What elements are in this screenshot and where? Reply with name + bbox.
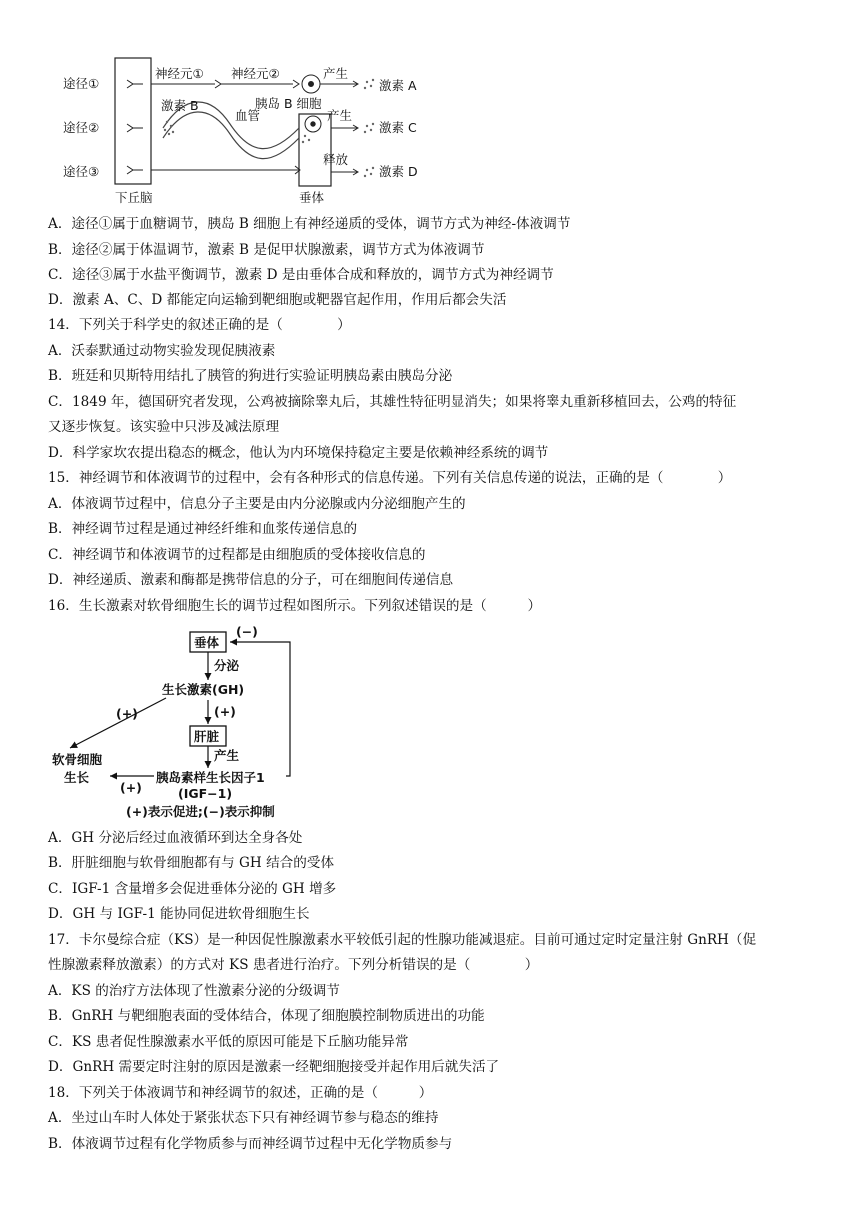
q17-option-c: C．KS 患者促性腺激素水平低的原因可能是下丘脑功能异常 — [48, 1034, 409, 1050]
q14-option-a: A．沃泰默通过动物实验发现促胰液素 — [48, 343, 276, 359]
vessel-label: 血管 — [235, 108, 261, 123]
hypothalamus-label: 下丘脑 — [115, 190, 153, 205]
hormoneA-label: 激素 A — [379, 78, 417, 93]
q14-option-b: B．班廷和贝斯特用结扎了胰管的狗进行实验证明胰岛素由胰岛分泌 — [48, 368, 453, 384]
d2-pos2: (+) — [116, 706, 138, 721]
d2-legend: (+)表示促进;(−)表示抑制 — [126, 804, 275, 819]
d2-neg: (−) — [236, 624, 258, 639]
d2-igf1: 胰岛素样生长因子1 — [156, 770, 265, 785]
q18-option-b: B．体液调节过程有化学物质参与而神经调节过程中无化学物质参与 — [48, 1136, 453, 1152]
pituitary-label: 垂体 — [299, 190, 325, 205]
q13-option-c: C．途径③属于水盐平衡调节，激素 D 是由垂体合成和释放的，调节方式为神经调节 — [48, 267, 554, 283]
produce1-label: 产生 — [323, 66, 349, 81]
q13-option-d: D．激素 A、C、D 都能定向运输到靶细胞或靶器官起作用，作用后都会失活 — [48, 292, 507, 308]
q15-option-b: B．神经调节过程是通过神经纤维和血浆传递信息的 — [48, 521, 358, 537]
q17-stem-2: 性腺激素释放激素）的方式对 KS 患者进行治疗。下列分析错误的是（ ） — [48, 957, 539, 973]
q15-option-d: D．神经递质、激素和酶都是携带信息的分子，可在细胞间传递信息 — [48, 572, 454, 588]
q14-stem: 14．下列关于科学史的叙述正确的是（ ） — [48, 317, 351, 333]
q17-stem-1: 17．卡尔曼综合症（KS）是一种因促性腺激素水平较低引起的性腺功能减退症。目前可通过定时定量注射 GnRH（促 — [48, 932, 757, 948]
q16-option-d: D．GH 与 IGF-1 能协同促进软骨细胞生长 — [48, 906, 310, 922]
d2-igf2: (IGF−1) — [178, 786, 233, 801]
q16-option-b: B．肝脏细胞与软骨细胞都有与 GH 结合的受体 — [48, 855, 335, 871]
q13-option-a: A．途径①属于血糖调节，胰岛 B 细胞上有神经递质的受体，调节方式为神经-体液调节 — [48, 216, 571, 232]
produce2-label: 产生 — [327, 108, 353, 123]
d2-gh: 生长激素(GH) — [162, 682, 245, 697]
q18-stem: 18．下列关于体液调节和神经调节的叙述，正确的是（ ） — [48, 1085, 433, 1101]
neuron2-label: 神经元② — [231, 66, 280, 81]
path1-label: 途径① — [63, 76, 100, 91]
path2-label: 途径② — [63, 120, 100, 135]
hormone-pathway-diagram — [55, 54, 435, 206]
neuron1-label: 神经元① — [155, 66, 204, 81]
hormoneD-label: 激素 D — [379, 164, 418, 179]
q15-stem: 15．神经调节和体液调节的过程中，会有各种形式的信息传递。下列有关信息传递的说法，正确的是（ ） — [48, 470, 732, 486]
d2-pituitary: 垂体 — [194, 635, 220, 650]
isletB-label: 胰岛 B 细胞 — [255, 96, 322, 111]
q16-option-a: A．GH 分泌后经过血液循环到达全身各处 — [48, 830, 303, 846]
d2-secrete: 分泌 — [214, 658, 240, 673]
d2-produce: 产生 — [214, 748, 240, 763]
hormoneC-label: 激素 C — [379, 120, 417, 135]
q17-option-b: B．GnRH 与靶细胞表面的受体结合，体现了细胞膜控制物质进出的功能 — [48, 1008, 485, 1024]
q18-option-a: A．坐过山车时人体处于紧张状态下只有神经调节参与稳态的维持 — [48, 1110, 439, 1126]
q16-option-c: C．IGF-1 含量增多会促进垂体分泌的 GH 增多 — [48, 881, 337, 897]
gh-regulation-diagram — [50, 622, 310, 822]
q16-stem: 16．生长激素对软骨细胞生长的调节过程如图所示。下列叙述错误的是（ ） — [48, 598, 542, 614]
q13-option-b: B．途径②属于体温调节，激素 B 是促甲状腺激素，调节方式为体液调节 — [48, 242, 485, 258]
d2-pos1: (+) — [214, 704, 236, 719]
q15-option-a: A．体液调节过程中，信息分子主要是由内分泌腺或内分泌细胞产生的 — [48, 496, 466, 512]
q14-option-c: C．1849 年，德国研究者发现，公鸡被摘除睾丸后，其雄性特征明显消失；如果将睾丸重新移植回去，公鸡的特征 — [48, 394, 737, 410]
d2-liver: 肝脏 — [194, 729, 220, 744]
q14-option-d: D．科学家坎农提出稳态的概念，他认为内环境保持稳定主要是依赖神经系统的调节 — [48, 445, 549, 461]
q14-option-c-cont: 又逐步恢复。该实验中只涉及减法原理 — [48, 419, 280, 435]
hormoneB-label: 激素 B — [161, 98, 199, 113]
d2-cartilage1: 软骨细胞 — [52, 752, 103, 767]
d2-cartilage2: 生长 — [64, 770, 90, 785]
q15-option-c: C．神经调节和体液调节的过程都是由细胞质的受体接收信息的 — [48, 547, 426, 563]
release-label: 释放 — [323, 152, 349, 167]
q17-option-a: A．KS 的治疗方法体现了性激素分泌的分级调节 — [48, 983, 340, 999]
d2-pos3: (+) — [120, 780, 142, 795]
q17-option-d: D．GnRH 需要定时注射的原因是激素一经靶细胞接受并起作用后就失活了 — [48, 1059, 500, 1075]
path3-label: 途径③ — [63, 164, 100, 179]
